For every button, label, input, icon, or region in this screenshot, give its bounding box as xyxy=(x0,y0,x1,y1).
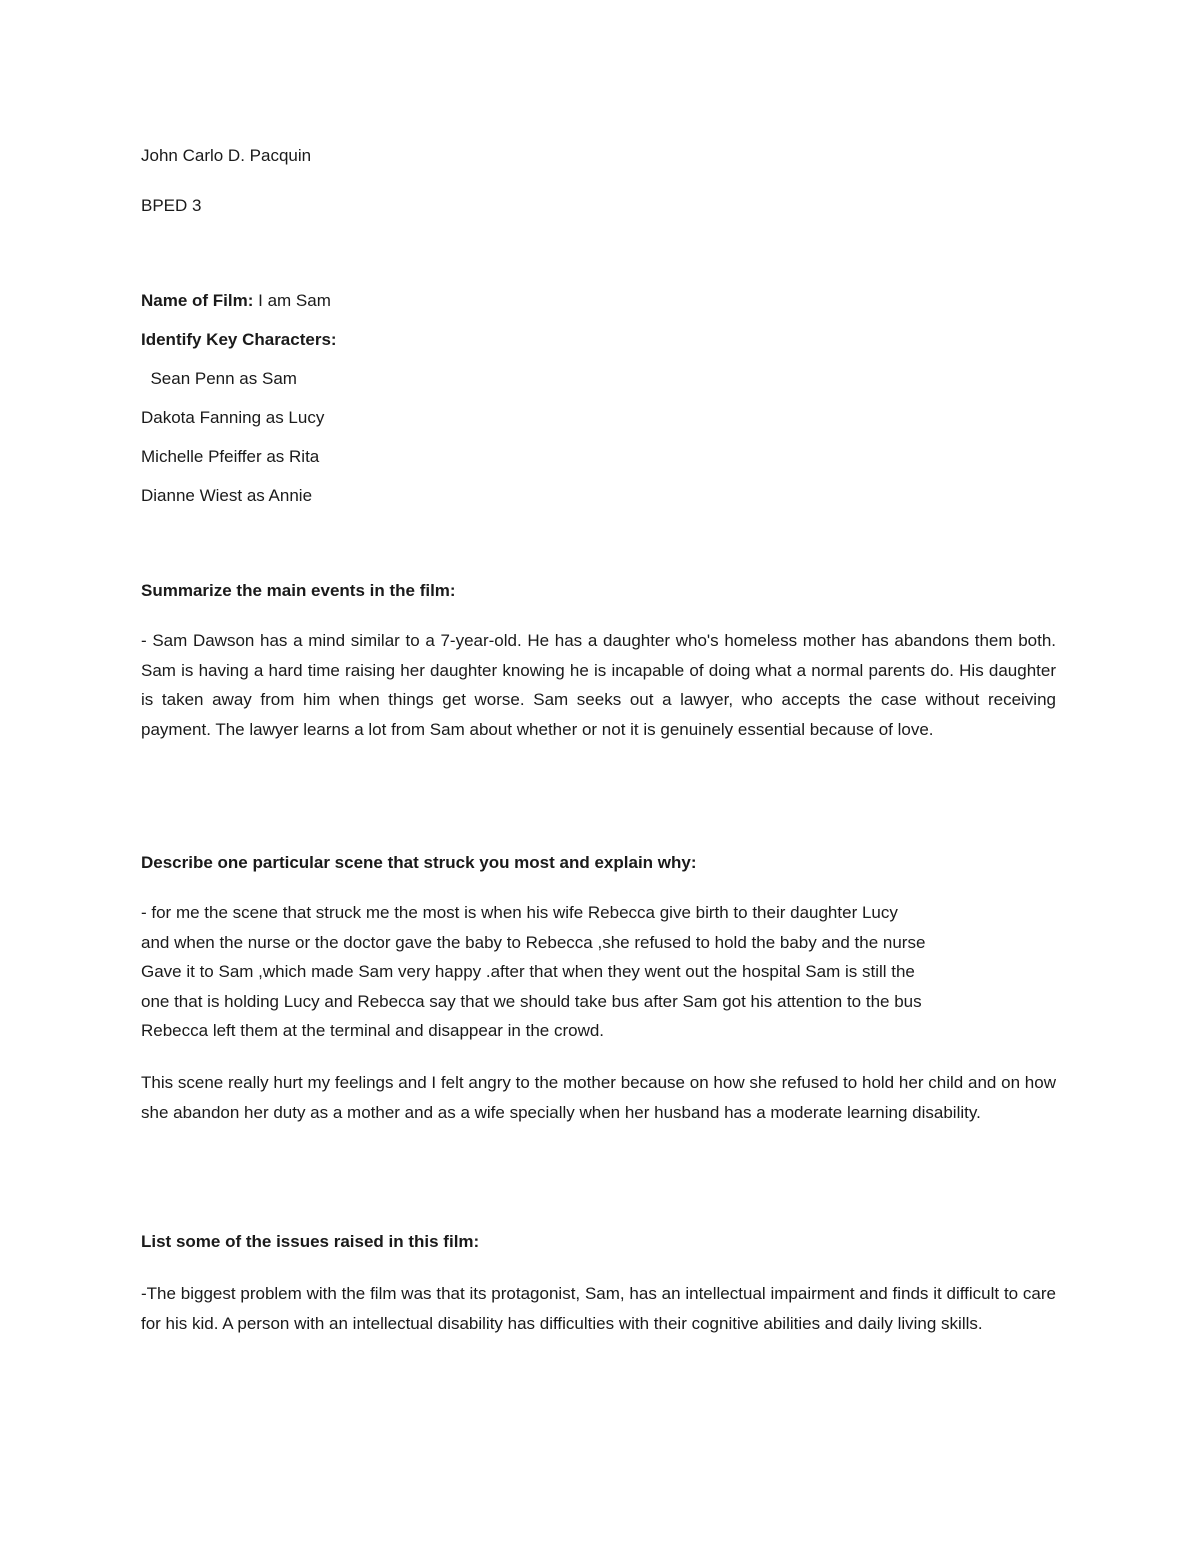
summary-heading: Summarize the main events in the film: xyxy=(141,581,456,600)
scene-line: one that is holding Lucy and Rebecca say that we should take bus after Sam got his attention to the bus xyxy=(141,991,922,1011)
scene-paragraph xyxy=(141,898,1056,1046)
course-label: BPED 3 xyxy=(141,196,202,215)
character-item: Sean Penn as Sam xyxy=(141,369,297,388)
author-name: John Carlo D. Pacquin xyxy=(141,146,312,165)
summary-paragraph: - Sam Dawson has a mind similar to a 7-year-old. He has a daughter who's homeless mother has abandons them both. Sam is having a hard time raising her daughter knowing he is incapable of doing what a normal parents do. His daughter is taken away from him when things get worse. Sam seeks out a lawyer, who accepts the case without receiving payment. The lawyer learns a lot from Sam about whether or not it is genuinely essential because of love. xyxy=(141,631,1056,739)
character-item: Dianne Wiest as Annie xyxy=(141,486,313,505)
issues-heading: List some of the issues raised in this film: xyxy=(141,1232,480,1251)
scene-heading: Describe one particular scene that struck you most and explain why: xyxy=(141,853,697,872)
scene-line: Gave it to Sam ,which made Sam very happy .after that when they went out the hospital Sam is still the xyxy=(141,962,915,981)
character-item: Michelle Pfeiffer as Rita xyxy=(141,447,320,466)
reflection-paragraph: This scene really hurt my feelings and I felt angry to the mother because on how she refused to hold her child and on how she abandon her duty as a mother and as a wife specially when her husband has a moderate learning disability. xyxy=(141,1073,1056,1122)
film-name-label: Name of Film: xyxy=(141,291,254,310)
characters-heading: Identify Key Characters: xyxy=(141,330,337,349)
film-name-row xyxy=(141,290,331,312)
scene-line: - for me the scene that struck me the most is when his wife Rebecca give birth to their daughter Lucy xyxy=(141,903,898,922)
issues-paragraph: -The biggest problem with the film was that its protagonist, Sam, has an intellectual impairment and finds it difficult to care for his kid. A person with an intellectual disability has difficulties with their cognitive abilities and daily living skills. xyxy=(141,1284,1056,1333)
scene-line: and when the nurse or the doctor gave the baby to Rebecca ,she refused to hold the baby and the nurse xyxy=(141,932,926,952)
film-name-value: I am Sam xyxy=(253,291,331,310)
character-item: Dakota Fanning as Lucy xyxy=(141,408,325,427)
scene-line: Rebecca left them at the terminal and disappear in the crowd. xyxy=(141,1021,605,1040)
